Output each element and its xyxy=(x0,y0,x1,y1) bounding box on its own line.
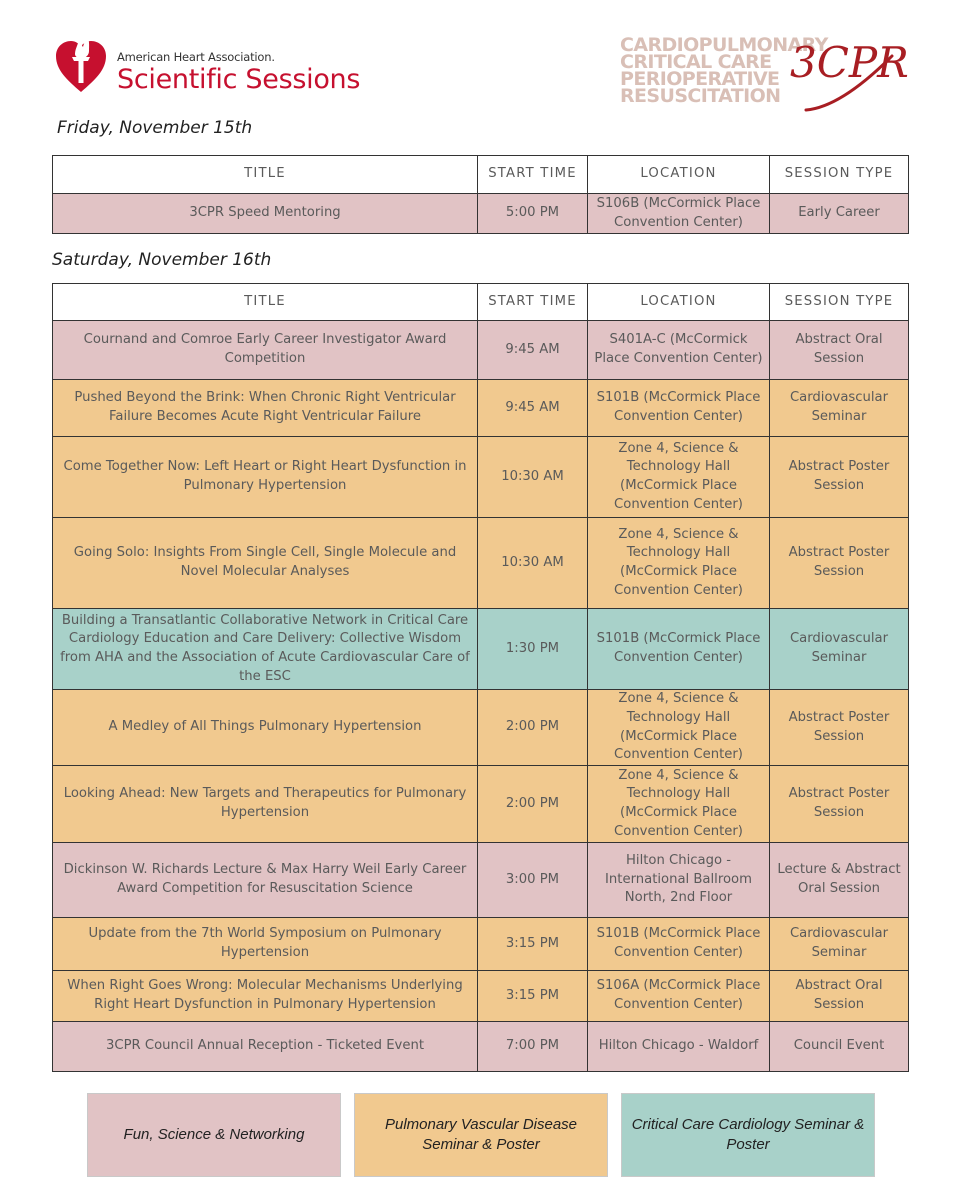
session-time: 10:30 AM xyxy=(478,437,588,518)
legend-item-fun-science-networking xyxy=(87,1093,341,1177)
session-type: Abstract Oral Session xyxy=(770,321,909,380)
session-time: 3:15 PM xyxy=(478,971,588,1022)
cpr-logo-line: CARDIOPULMONARY xyxy=(620,34,828,56)
session-type: Cardiovascular Seminar xyxy=(770,380,909,437)
session-location: Hilton Chicago - International Ballroom North, 2nd Floor xyxy=(588,843,770,918)
session-title: Dickinson W. Richards Lecture & Max Harry Weil Early Career Award Competition for Resuscitation Science xyxy=(53,843,478,918)
session-time: 5:00 PM xyxy=(478,194,588,234)
column-header-location: LOCATION xyxy=(588,284,770,321)
cpr-swoosh-icon xyxy=(800,48,910,118)
column-header-start-time: START TIME xyxy=(478,156,588,194)
column-header-session-type: SESSION TYPE xyxy=(770,284,909,321)
session-time: 1:30 PM xyxy=(478,609,588,690)
table-row xyxy=(53,843,909,918)
session-time: 3:00 PM xyxy=(478,843,588,918)
table-row xyxy=(53,437,909,518)
session-location: S101B (McCormick Place Convention Center) xyxy=(588,380,770,437)
session-title: 3CPR Council Annual Reception - Ticketed Event xyxy=(53,1022,478,1072)
legend-label: Critical Care Cardiology Seminar & Poster xyxy=(631,1116,865,1153)
session-title: When Right Goes Wrong: Molecular Mechanisms Underlying Right Heart Dysfunction in Pulmonary Hypertension xyxy=(53,971,478,1022)
table-row xyxy=(53,518,909,609)
session-time: 9:45 AM xyxy=(478,380,588,437)
session-type: Lecture & Abstract Oral Session xyxy=(770,843,909,918)
column-header-title: TITLE xyxy=(53,284,478,321)
session-title: A Medley of All Things Pulmonary Hypertension xyxy=(53,690,478,766)
legend-label: Fun, Science & Networking xyxy=(123,1126,305,1143)
session-title: Cournand and Comroe Early Career Investigator Award Competition xyxy=(53,321,478,380)
table-row xyxy=(53,380,909,437)
session-type: Abstract Oral Session xyxy=(770,971,909,1022)
table-row xyxy=(53,194,909,234)
aha-heart-torch-icon xyxy=(55,28,107,94)
session-location: Hilton Chicago - Waldorf xyxy=(588,1022,770,1072)
session-location: Zone 4, Science & Technology Hall (McCormick Place Convention Center) xyxy=(588,518,770,609)
aha-org-name: American Heart Association. xyxy=(117,50,275,64)
3cpr-logo xyxy=(620,36,910,116)
schedule-table-saturday xyxy=(52,283,909,1072)
day-heading: Friday, November 15th xyxy=(57,118,253,138)
column-header-title: TITLE xyxy=(53,156,478,194)
session-location: S106A (McCormick Place Convention Center) xyxy=(588,971,770,1022)
session-location: Zone 4, Science & Technology Hall (McCormick Place Convention Center) xyxy=(588,437,770,518)
session-type: Cardiovascular Seminar xyxy=(770,609,909,690)
session-type: Abstract Poster Session xyxy=(770,690,909,766)
session-type: Abstract Poster Session xyxy=(770,766,909,843)
table-header-row xyxy=(53,156,909,194)
session-time: 2:00 PM xyxy=(478,766,588,843)
session-time: 9:45 AM xyxy=(478,321,588,380)
session-time: 3:15 PM xyxy=(478,918,588,971)
cpr-logo-line: RESUSCITATION xyxy=(620,85,781,107)
session-type: Council Event xyxy=(770,1022,909,1072)
day-heading: Saturday, November 16th xyxy=(52,250,272,270)
cpr-logo-mark: 3CPR xyxy=(790,38,909,87)
table-row xyxy=(53,321,909,380)
session-title: Update from the 7th World Symposium on Pulmonary Hypertension xyxy=(53,918,478,971)
session-location: S401A-C (McCormick Place Convention Center) xyxy=(588,321,770,380)
session-location: Zone 4, Science & Technology Hall (McCormick Place Convention Center) xyxy=(588,766,770,843)
cpr-logo-line: CRITICAL CARE xyxy=(620,51,772,73)
session-title: Pushed Beyond the Brink: When Chronic Right Ventricular Failure Becomes Acute Right Ventricular Failure xyxy=(53,380,478,437)
session-time: 7:00 PM xyxy=(478,1022,588,1072)
table-row xyxy=(53,1022,909,1072)
schedule-table-friday xyxy=(52,155,909,234)
table-row xyxy=(53,690,909,766)
session-title: Building a Transatlantic Collaborative Network in Critical Care Cardiology Education and Care Delivery: Collective Wisdom from AHA and the Association of Acute Cardiovascular Care of the ESC xyxy=(53,609,478,690)
column-header-location: LOCATION xyxy=(588,156,770,194)
session-type: Abstract Poster Session xyxy=(770,518,909,609)
session-location: Zone 4, Science & Technology Hall (McCormick Place Convention Center) xyxy=(588,690,770,766)
session-title: Looking Ahead: New Targets and Therapeutics for Pulmonary Hypertension xyxy=(53,766,478,843)
session-time: 10:30 AM xyxy=(478,518,588,609)
table-header-row xyxy=(53,284,909,321)
session-title: Going Solo: Insights From Single Cell, Single Molecule and Novel Molecular Analyses xyxy=(53,518,478,609)
session-location: S101B (McCormick Place Convention Center) xyxy=(588,918,770,971)
column-header-session-type: SESSION TYPE xyxy=(770,156,909,194)
table-row xyxy=(53,918,909,971)
column-header-start-time: START TIME xyxy=(478,284,588,321)
table-row xyxy=(53,609,909,690)
session-type: Early Career xyxy=(770,194,909,234)
session-title: 3CPR Speed Mentoring xyxy=(53,194,478,234)
session-location: S106B (McCormick Place Convention Center) xyxy=(588,194,770,234)
cpr-logo-line: PERIOPERATIVE xyxy=(620,68,780,90)
aha-logo xyxy=(55,28,361,98)
table-row xyxy=(53,766,909,843)
session-type: Abstract Poster Session xyxy=(770,437,909,518)
table-row xyxy=(53,971,909,1022)
session-title: Come Together Now: Left Heart or Right Heart Dysfunction in Pulmonary Hypertension xyxy=(53,437,478,518)
session-location: S101B (McCormick Place Convention Center) xyxy=(588,609,770,690)
session-time: 2:00 PM xyxy=(478,690,588,766)
legend-item-pulmonary-vascular xyxy=(354,1093,608,1177)
session-type: Cardiovascular Seminar xyxy=(770,918,909,971)
legend-item-critical-care-cardiology xyxy=(621,1093,875,1177)
aha-event-name: Scientific Sessions xyxy=(117,64,361,95)
legend-label: Pulmonary Vascular Disease Seminar & Poster xyxy=(384,1116,578,1153)
